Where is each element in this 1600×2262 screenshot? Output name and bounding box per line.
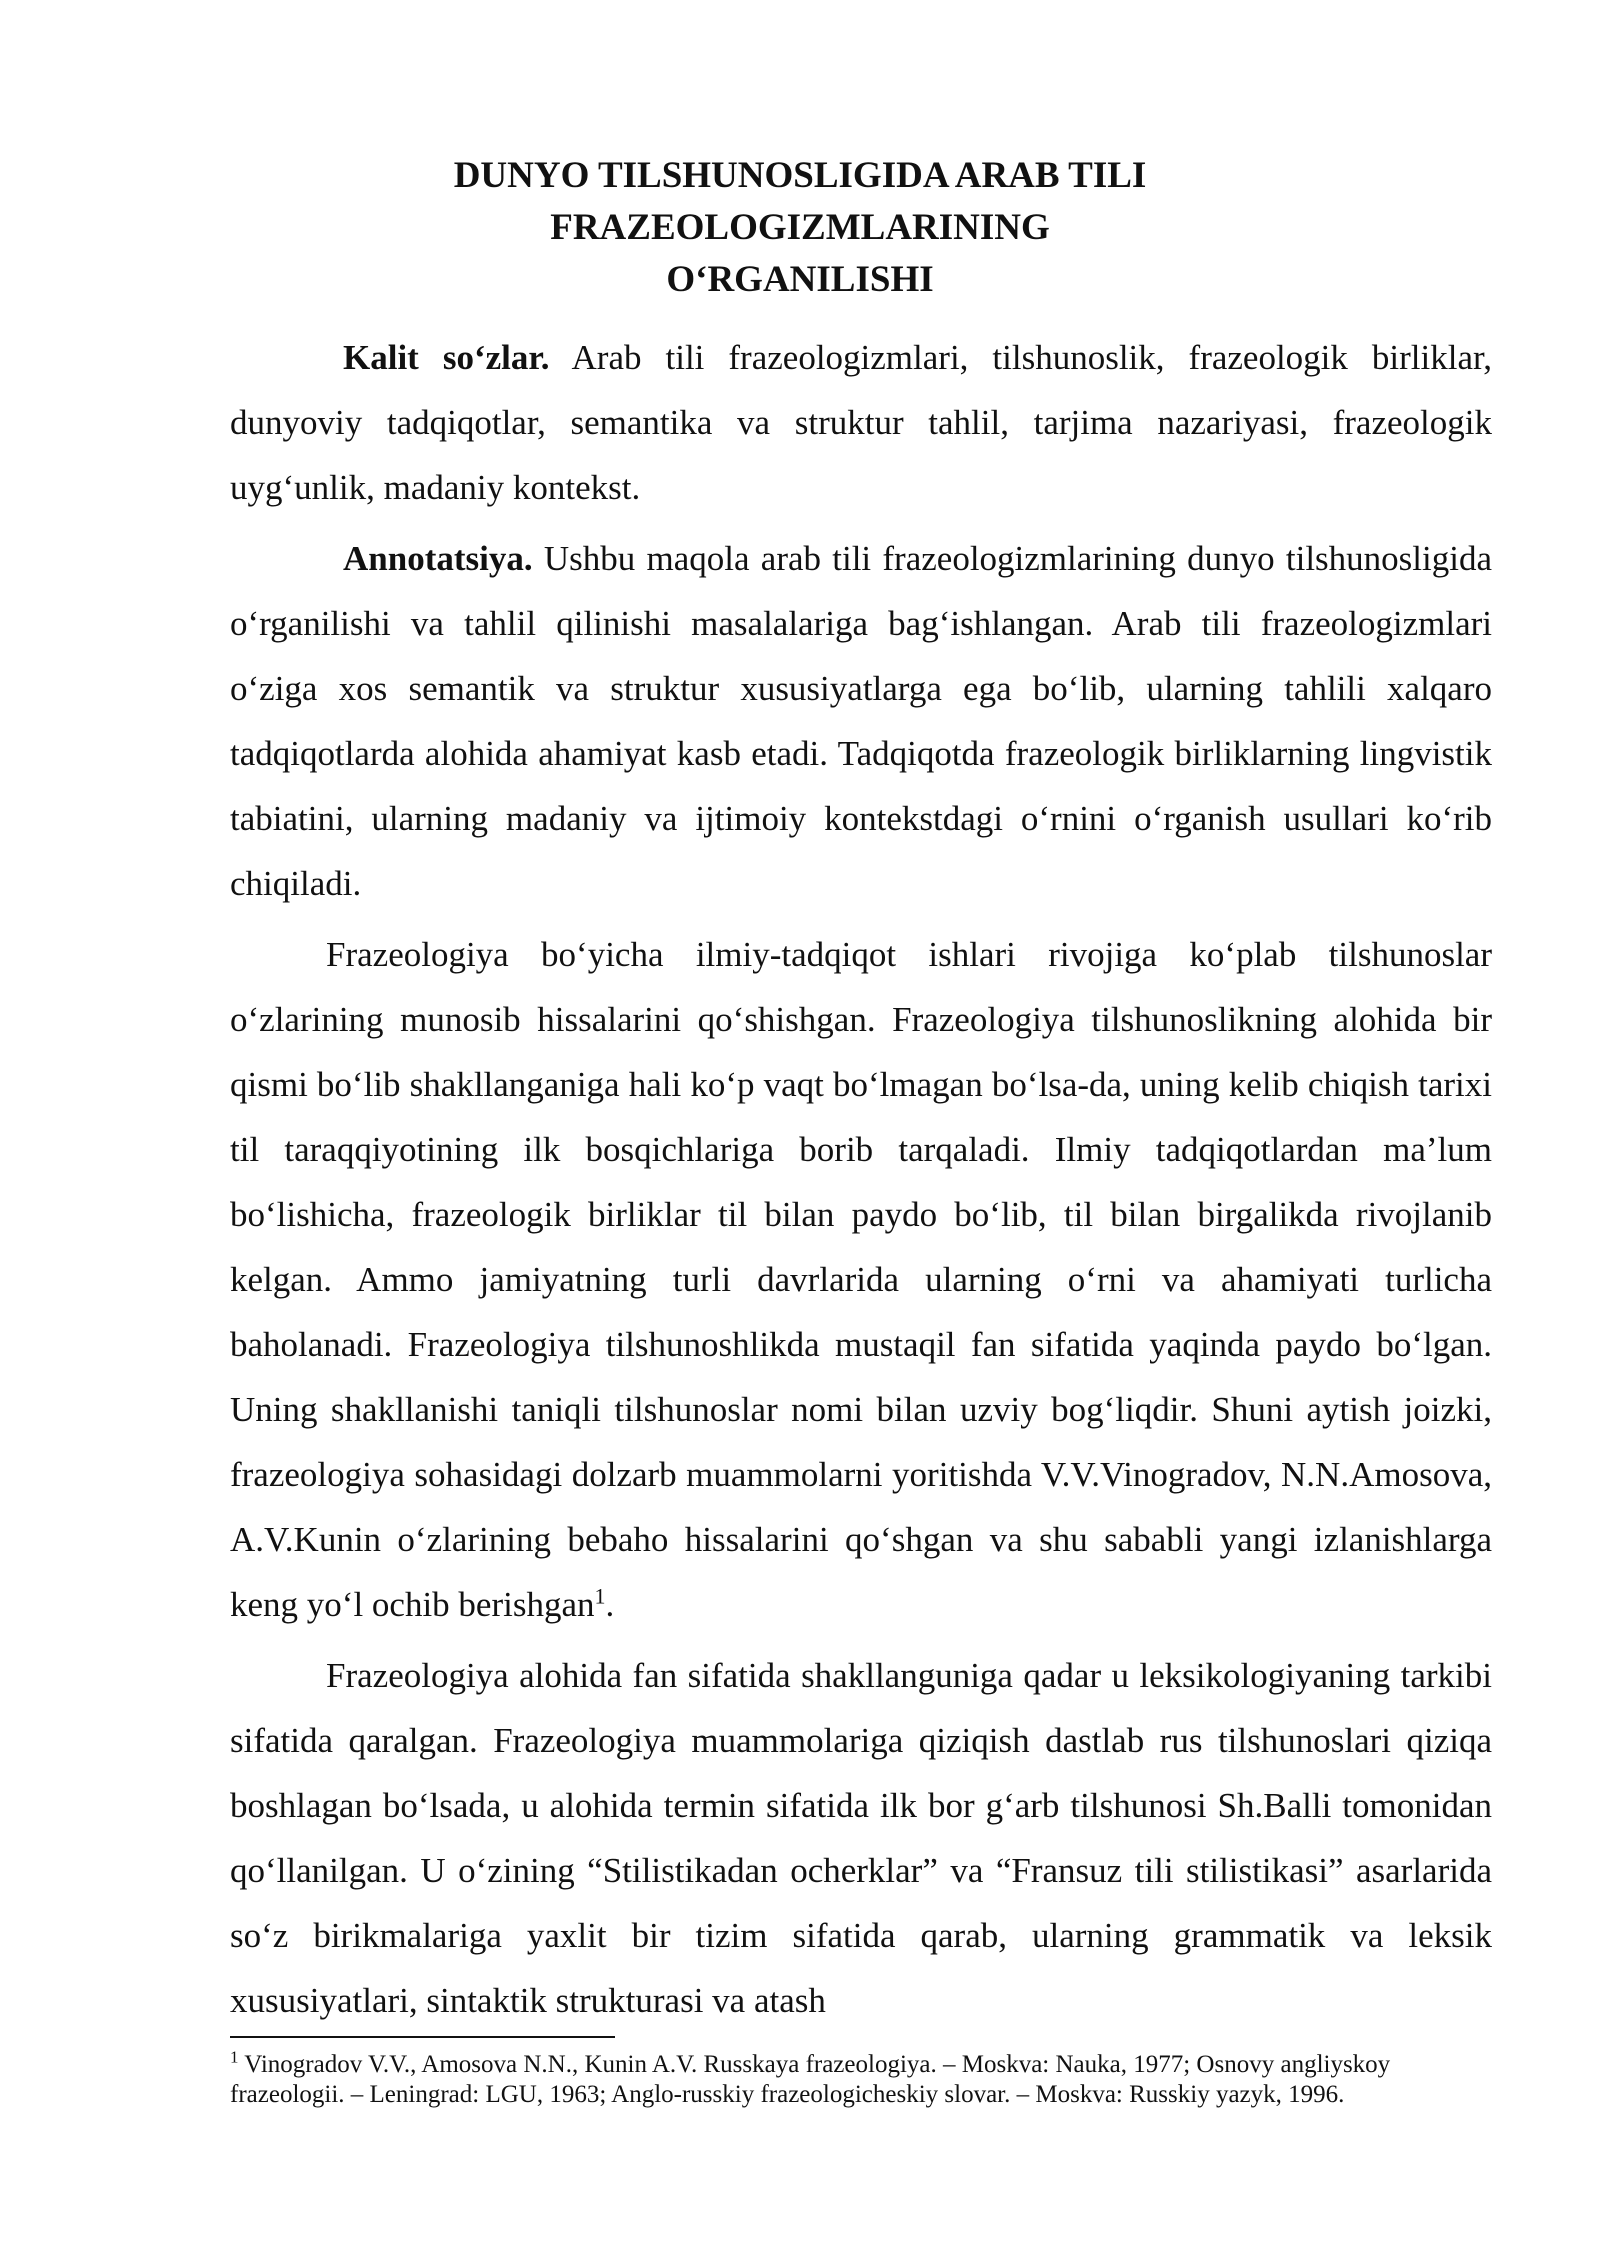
annotation-text: Ushbu maqola arab tili frazeologizmlarining dunyo tilshunosligida o‘rganilishi va tahlil qilinishi masalalariga bag‘ishlangan. Arab tili frazeologizmlari o‘ziga xos semantik va struktur xususiyatlarga ega bo‘lib, ularning tahlili xalqaro tadqiqotlarda alohida ahamiyat kasb etadi. Tadqiqotda frazeologik birliklarning lingvistik tabiatini, ularning madaniy va ijtimoiy kontekstdagi o‘rnini o‘rganish usullari ko‘rib chiqiladi.: [230, 539, 1493, 903]
title-line-2: O‘RGANILISHI: [666, 259, 934, 300]
body-paragraph-1-text: Frazeologiya bo‘yicha ilmiy-tadqiqot ishlari rivojiga ko‘plab tilshunoslar o‘zlarining munosib hissalarini qo‘shishgan. Frazeologiya tilshunoslikning alohida bir qismi bo‘lib shakllanganiga hali ko‘p vaqt bo‘lmagan bo‘lsa-da, uning kelib chiqish tarixi til taraqqiyotining ilk bosqichlariga borib tarqaladi. Ilmiy tadqiqotlardan ma’lum bo‘lishicha, frazeologik birliklar til bilan paydo bo‘lib, til bilan birgalikda rivojlanib kelgan. Ammo jamiyatning turli davrlarida ularning o‘rni va ahamiyati turlicha baholanadi. Frazeologiya tilshunoshlikda mustaqil fan sifatida yaqinda paydo bo‘lgan. Uning shakllanishi taniqli tilshunoslar nomi bilan uzviy bog‘liqdir. Shuni aytish joizki, frazeologiya sohasidagi dolzarb muammolarni yoritishda V.V.Vinogradov, N.N.Amosova, A.V.Kunin o‘zlarining bebaho hissalarini qo‘shgan va shu sababli yangi izlanishlarga keng yo‘l ochib berishgan: [230, 935, 1492, 1624]
footnote-text: Vinogradov V.V., Amosova N.N., Kunin A.V. Russkaya frazeologiya. – Moskva: Nauka, 1977; Osnovy angliyskoy frazeologii. – Leningrad: LGU, 1963; Anglo-russkiy frazeologicheskiy slovar. – Moskva: Russkiy yazyk, 1996.: [230, 2051, 1391, 2108]
body-paragraph-1: [230, 922, 1492, 1637]
annotation-paragraph: [230, 526, 1492, 916]
footnote: [230, 2047, 1492, 2110]
annotation-label: Annotatsiya.: [343, 539, 533, 578]
page-title: [200, 150, 1400, 306]
article-body: [230, 325, 1492, 2039]
footnote-reference[interactable]: 1: [594, 1583, 606, 1609]
footnote-number: 1: [230, 2047, 239, 2067]
keywords-text: Arab tili frazeologizmlari, tilshunoslik, frazeologik birliklar, dunyoviy tadqiqotlar, semantika va struktur tahlil, tarjima nazariyasi, frazeologik uyg‘unlik, madaniy kontekst.: [230, 338, 1493, 507]
body-paragraph-2-text: Frazeologiya alohida fan sifatida shakllanguniga qadar u leksikologiyaning tarkibi sifatida qaralgan. Frazeologiya muammolariga qiziqish dastlab rus tilshunoslari qiziqa boshlagan bo‘lsada, u alohida termin sifatida ilk bor g‘arb tilshunosi Sh.Balli tomonidan qo‘llanilgan. U o‘zining “Stilistikadan ocherklar” va “Fransuz tili stilistikasi” asarlarida so‘z birikmalariga yaxlit bir tizim sifatida qarab, ularning grammatik va leksik xususiyatlari, sintaktik strukturasi va atash: [230, 1656, 1492, 2020]
keywords-label: Kalit so‘zlar.: [343, 338, 550, 377]
footnote-separator: [230, 2036, 615, 2038]
title-line-1: DUNYO TILSHUNOSLIGIDA ARAB TILI FRAZEOLOGIZMLARINING: [453, 155, 1147, 248]
body-paragraph-2: [230, 1643, 1492, 2033]
body-paragraph-1-end: .: [605, 1585, 615, 1624]
keywords-paragraph: [230, 325, 1492, 520]
